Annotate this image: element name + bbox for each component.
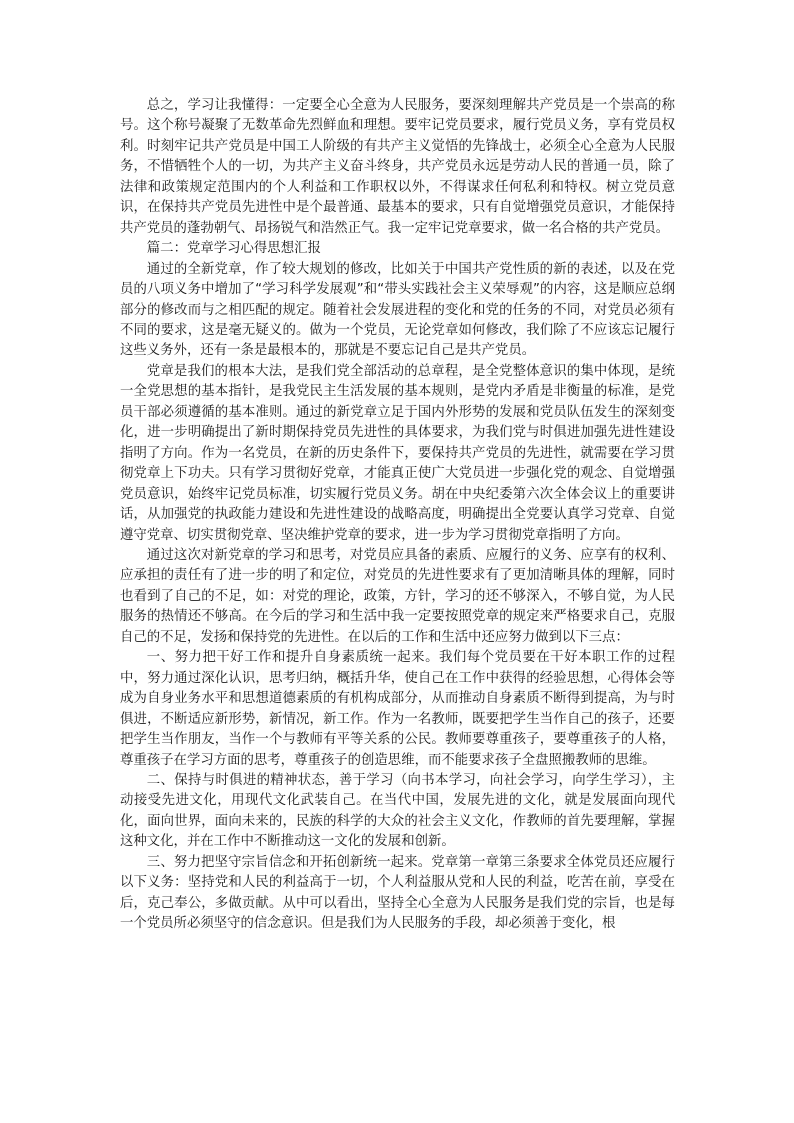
paragraph-point-one: 一、努力把干好工作和提升自身素质统一起来。我们每个党员要在干好本职工作的过程中，努力通过深化认识，思考归纳，概括升华，使自己在工作中获得的经验思想，心得体会等成为自身业务水平和思想道德素质的有机构成部分，从而推动自身素质不断得到提高，为与时俱进，不断适应新形势，新情况，新工作。作为一名教师，既要把学生当作自己的孩子，还要把学生当作朋友，当作一个与教师有平等关系的公民。教师要尊重孩子，要尊重孩子的人格，尊重孩子在学习方面的思考，尊重孩子的创造思维，而不能要求孩子全盘照搬教师的思维。	[120, 650, 675, 768]
paragraph-summary: 总之，学习让我懂得：一定要全心全意为人民服务，要深刻理解共产党员是一个崇高的称号。这个称号凝聚了无数革命先烈鲜血和理想。要牢记党员要求，履行党员义务，享有党员权利。时刻牢记共产党员是中国工人阶级的有共产主义觉悟的先锋战士，必须全心全意为人民服务，不惜牺牲个人的一切，为共产主义奋斗终身，共产党员永远是劳动人民的普通一员，除了法律和政策规定范围内的个人利益和工作职权以外，不得谋求任何私利和特权。树立党员意识，在保持共产党员先进性中是个最普通、最基本的要求，只有自觉增强党员意识，才能保持共产党员的蓬勃朝气、昂扬锐气和浩然正气。我一定牢记党章要求，做一名合格的共产党员。	[120, 98, 675, 236]
section-heading: 篇二：党章学习心得思想汇报	[146, 241, 321, 257]
paragraph-new-charter: 通过的全新党章，作了较大规划的修改，比如关于中国共产党性质的新的表述，以及在党员的八项义务中增加了“学习科学发展观”和“带头实践社会主义荣辱观”的内容，这是顺应总纲部分的修改而与之相匹配的规定。随着社会发展进程的变化和党的任务的不同，对党员必须有不同的要求，这是毫无疑义的。做为一个党员，无论党章如何修改，我们除了不应该忘记履行这些义务外，还有一条是最根本的，那就是不要忘记自己是共产党员。	[120, 261, 675, 359]
paragraph-charter-basic-law: 党章是我们的根本大法，是我们党全部活动的总章程，是全党整体意识的集中体现，是统一全党思想的基本指针，是我党民主生活发展的基本规则，是党内矛盾是非衡量的标准，是党员干部必须遵循的基本准则。通过的新党章立足于国内外形势的发展和党员队伍发生的深刻变化，进一步明确提出了新时期保持党员先进性的具体要求，为我们党与时俱进加强先进性建设指明了方向。作为一名党员，在新的历史条件下，要保持共产党员的先进性，就需要在学习贯彻党章上下功夫。只有学习贯彻好党章，才能真正使广大党员进一步强化党的观念、自觉增强党员意识，始终牢记党员标准，切实履行党员义务。胡在中央纪委第六次全体会议上的重要讲话，从加强党的执政能力建设和先进性建设的战略高度，明确提出全党要认真学习党章、自觉遵守党章、切实贯彻党章、坚决维护党章的要求，进一步为学习贯彻党章指明了方向。	[120, 363, 675, 543]
paragraph-point-two: 二、保持与时俱进的精神状态，善于学习（向书本学习，向社会学习，向学生学习），主动接受先进文化，用现代文化武装自己。在当代中国，发展先进的文化，就是发展面向现代化，面向世界，面向未来的，民族的科学的大众的社会主义文化，作教师的首先要理解，掌握这种文化，并在工作中不断推动这一文化的发展和创新。	[120, 772, 675, 850]
paragraph-reflection: 通过这次对新党章的学习和思考，对党员应具备的素质、应履行的义务、应享有的权利、应承担的责任有了进一步的明了和定位，对党员的先进性要求有了更加清晰具体的理解，同时也看到了自己的不足，如：对党的理论，政策，方针，学习的还不够深入，不够自觉，为人民服务的热情还不够高。在今后的学习和生活中我一定要按照党章的规定来严格要求自己，克服自己的不足，发扬和保持党的先进性。在以后的工作和生活中还应努力做到以下三点：	[120, 547, 675, 645]
paragraph-point-three: 三、努力把坚守宗旨信念和开拓创新统一起来。党章第一章第三条要求全体党员还应履行以下义务：坚持党和人民的利益高于一切，个人利益服从党和人民的利益，吃苦在前，享受在后，克己奉公，多做贡献。从中可以看出，坚持全心全意为人民服务是我们党的宗旨，也是每一个党员所必须坚守的信念意识。但是我们为人民服务的手段，却必须善于变化，根	[120, 854, 675, 932]
document-body	[120, 96, 675, 935]
